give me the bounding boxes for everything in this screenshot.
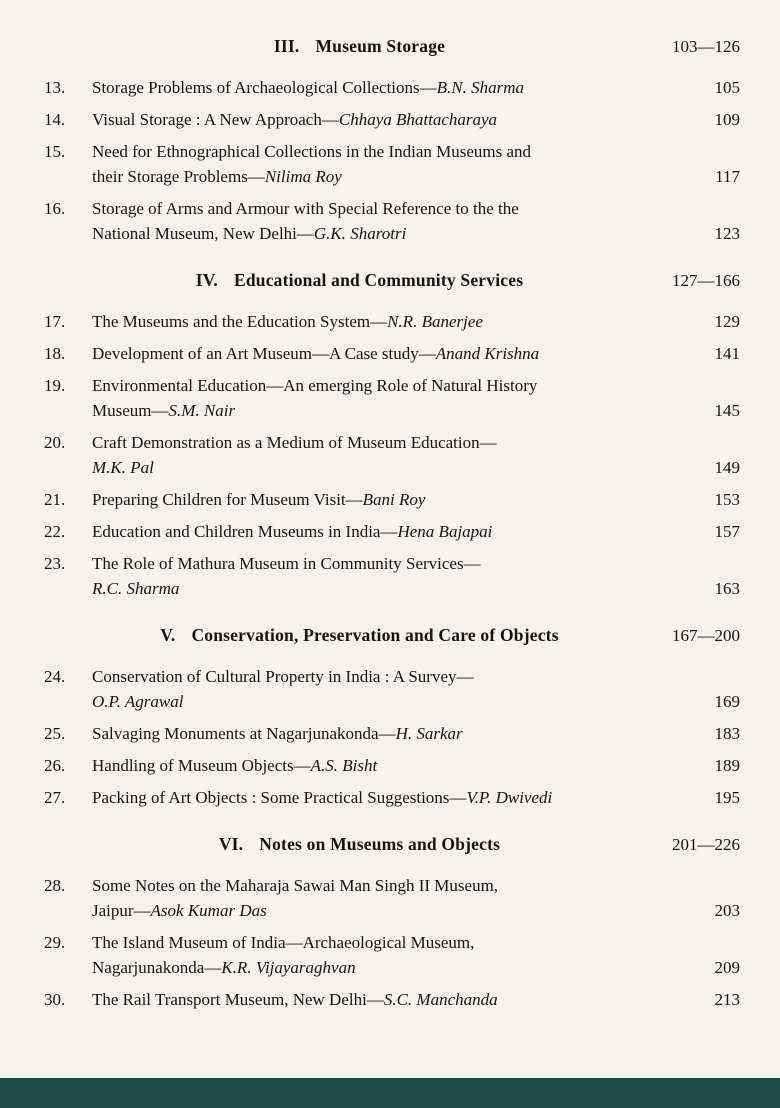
entry-number: 18. xyxy=(44,344,66,363)
entry-number: 24. xyxy=(44,667,66,686)
entry-title-line xyxy=(92,551,666,576)
entry-title-line xyxy=(92,75,666,100)
entry-title-line xyxy=(92,139,666,164)
entry-number: 13. xyxy=(44,78,66,97)
entry-title-line xyxy=(92,987,666,1012)
toc-entry xyxy=(44,341,740,366)
entry-text-segment: Development of an Art Museum—A Case study— xyxy=(92,344,436,363)
entry-title xyxy=(92,930,680,980)
entry-page-number: 145 xyxy=(714,401,740,420)
entry-text-segment: Storage of Arms and Armour with Special Reference to the the xyxy=(92,199,519,218)
section-heading xyxy=(44,270,740,291)
toc-entry xyxy=(44,930,740,980)
entry-page-number: 169 xyxy=(714,692,740,711)
entry-title xyxy=(92,487,680,512)
entry-title-line xyxy=(92,487,666,512)
entry-number: 26. xyxy=(44,756,66,775)
entry-title xyxy=(92,430,680,480)
toc-entry xyxy=(44,987,740,1012)
entry-author-segment: M.K. Pal xyxy=(92,458,154,477)
entry-page-number: 149 xyxy=(714,458,740,477)
entry-page-number: 213 xyxy=(714,990,740,1009)
entry-page-number: 203 xyxy=(714,901,740,920)
entry-number: 20. xyxy=(44,433,66,452)
entry-page-number: 117 xyxy=(715,167,740,186)
entry-author-segment: B.N. Sharma xyxy=(436,78,525,97)
entry-author-segment: S.M. Nair xyxy=(168,401,236,420)
entry-text-segment: Jaipur— xyxy=(92,901,151,920)
entry-author-segment: Anand Krishna xyxy=(435,344,540,363)
section-title-wrap xyxy=(74,834,645,855)
entry-title xyxy=(92,139,680,189)
section-number: VI. xyxy=(218,834,244,854)
toc-entry xyxy=(44,430,740,480)
entry-title-line xyxy=(92,309,666,334)
entry-page-number: 157 xyxy=(714,522,740,541)
entry-text-segment: The Museums and the Education System— xyxy=(92,312,388,331)
entry-text-segment: The Rail Transport Museum, New Delhi— xyxy=(92,990,384,1009)
toc-section xyxy=(44,36,740,246)
section-heading xyxy=(44,36,740,57)
toc-entry xyxy=(44,75,740,100)
entry-page-number: 109 xyxy=(714,110,740,129)
entry-author-segment: A.S. Bisht xyxy=(310,756,378,775)
toc-entry xyxy=(44,309,740,334)
section-title-wrap xyxy=(74,36,645,57)
section-page-range: 201—226 xyxy=(672,835,740,854)
toc-entry xyxy=(44,196,740,246)
entry-page-number: 209 xyxy=(714,958,740,977)
entry-title-line xyxy=(92,398,666,423)
entry-text-segment: Handling of Museum Objects— xyxy=(92,756,311,775)
entry-title-line xyxy=(92,164,666,189)
section-heading xyxy=(44,625,740,646)
entry-text-segment: National Museum, New Delhi— xyxy=(92,224,314,243)
table-of-contents xyxy=(44,36,740,1012)
section-number: V. xyxy=(160,625,176,645)
toc-section xyxy=(44,270,740,601)
section-title: Museum Storage xyxy=(315,36,446,56)
entry-text-segment: The Role of Mathura Museum in Community Services— xyxy=(92,554,481,573)
entry-title-line xyxy=(92,955,666,980)
entry-page-number: 129 xyxy=(714,312,740,331)
entry-text-segment: Some Notes on the Maharaja Sawai Man Singh II Museum, xyxy=(92,876,499,895)
entry-title xyxy=(92,373,680,423)
entry-text-segment: Environmental Education—An emerging Role of Natural History xyxy=(92,376,538,395)
section-page-range: 127—166 xyxy=(672,271,740,290)
section-heading xyxy=(44,834,740,855)
entry-number: 16. xyxy=(44,199,66,218)
entry-page-number: 183 xyxy=(714,724,740,743)
entry-title xyxy=(92,309,680,334)
entry-page-number: 105 xyxy=(714,78,740,97)
entry-author-segment: S.C. Manchanda xyxy=(383,990,498,1009)
entry-title-line xyxy=(92,721,666,746)
entry-text-segment: Nagarjunakonda— xyxy=(92,958,222,977)
entry-author-segment: Nilima Roy xyxy=(264,167,342,186)
entry-title-line xyxy=(92,455,666,480)
entry-title-line xyxy=(92,689,666,714)
entry-page-number: 141 xyxy=(714,344,740,363)
entry-title xyxy=(92,341,680,366)
entry-page-number: 195 xyxy=(714,788,740,807)
entry-text-segment: their Storage Problems— xyxy=(92,167,265,186)
entry-author-segment: O.P. Agrawal xyxy=(92,692,184,711)
entry-author-segment: Bani Roy xyxy=(362,490,426,509)
entry-title-line xyxy=(92,430,666,455)
entry-number: 19. xyxy=(44,376,66,395)
entry-number: 15. xyxy=(44,142,66,161)
entry-page-number: 163 xyxy=(714,579,740,598)
section-title: Educational and Community Services xyxy=(233,270,524,290)
entry-author-segment: Hena Bajapai xyxy=(397,522,493,541)
toc-entry xyxy=(44,107,740,132)
entry-text-segment: Storage Problems of Archaeological Collections— xyxy=(92,78,437,97)
entry-title xyxy=(92,987,680,1012)
entry-author-segment: V.P. Dwivedi xyxy=(466,788,553,807)
entry-number: 25. xyxy=(44,724,66,743)
entry-title xyxy=(92,107,680,132)
entry-text-segment: Preparing Children for Museum Visit— xyxy=(92,490,363,509)
entry-author-segment: Chhaya Bhattacharaya xyxy=(338,110,498,129)
entry-page-number: 153 xyxy=(714,490,740,509)
toc-entry xyxy=(44,753,740,778)
entry-number: 22. xyxy=(44,522,66,541)
toc-section xyxy=(44,625,740,810)
entry-number: 17. xyxy=(44,312,66,331)
entry-page-number: 123 xyxy=(714,224,740,243)
entry-title xyxy=(92,753,680,778)
section-title-wrap xyxy=(74,625,645,646)
entry-title xyxy=(92,75,680,100)
entry-title-line xyxy=(92,785,666,810)
toc-entry xyxy=(44,139,740,189)
toc-entry xyxy=(44,785,740,810)
section-title: Conservation, Preservation and Care of Objects xyxy=(191,625,559,645)
section-number: III. xyxy=(273,36,300,56)
section-page-range: 167—200 xyxy=(672,626,740,645)
entry-title-line xyxy=(92,373,666,398)
entry-number: 14. xyxy=(44,110,66,129)
entry-title xyxy=(92,196,680,246)
entry-title-line xyxy=(92,930,666,955)
entry-number: 21. xyxy=(44,490,66,509)
toc-entry xyxy=(44,373,740,423)
section-number: IV. xyxy=(195,270,218,290)
entry-author-segment: Asok Kumar Das xyxy=(150,901,267,920)
entry-title-line xyxy=(92,664,666,689)
entry-number: 23. xyxy=(44,554,66,573)
entry-title xyxy=(92,873,680,923)
entry-text-segment: Education and Children Museums in India— xyxy=(92,522,398,541)
toc-entry xyxy=(44,519,740,544)
section-title: Notes on Museums and Objects xyxy=(259,834,501,854)
section-page-range: 103—126 xyxy=(672,37,740,56)
entry-title-line xyxy=(92,576,666,601)
entry-title-line xyxy=(92,107,666,132)
entry-text-segment: Conservation of Cultural Property in India : A Survey— xyxy=(92,667,474,686)
entry-title xyxy=(92,664,680,714)
entry-title-line xyxy=(92,196,666,221)
entry-title-line xyxy=(92,873,666,898)
entry-number: 30. xyxy=(44,990,66,1009)
entry-title-line xyxy=(92,519,666,544)
entry-author-segment: H. Sarkar xyxy=(395,724,463,743)
entry-title xyxy=(92,721,680,746)
toc-entry xyxy=(44,721,740,746)
entry-text-segment: Visual Storage : A New Approach— xyxy=(92,110,339,129)
toc-entry xyxy=(44,487,740,512)
entry-number: 27. xyxy=(44,788,66,807)
entry-title-line xyxy=(92,221,666,246)
toc-entry xyxy=(44,664,740,714)
entry-page-number: 189 xyxy=(714,756,740,775)
entry-title-line xyxy=(92,341,666,366)
entry-author-segment: N.R. Banerjee xyxy=(387,312,483,331)
entry-author-segment: K.R. Vijayaraghvan xyxy=(221,958,356,977)
entry-text-segment: Packing of Art Objects : Some Practical Suggestions— xyxy=(92,788,467,807)
entry-title xyxy=(92,785,680,810)
toc-section xyxy=(44,834,740,1012)
entry-title xyxy=(92,519,680,544)
section-title-wrap xyxy=(74,270,645,291)
bottom-color-bar xyxy=(0,1078,780,1108)
entry-number: 29. xyxy=(44,933,66,952)
entry-number: 28. xyxy=(44,876,66,895)
entry-title xyxy=(92,551,680,601)
entry-author-segment: G.K. Sharotri xyxy=(313,224,407,243)
toc-entry xyxy=(44,551,740,601)
entry-title-line xyxy=(92,898,666,923)
entry-text-segment: Need for Ethnographical Collections in the Indian Museums and xyxy=(92,142,532,161)
entry-title-line xyxy=(92,753,666,778)
entry-author-segment: R.C. Sharma xyxy=(92,579,180,598)
toc-entry xyxy=(44,873,740,923)
entry-text-segment: Craft Demonstration as a Medium of Museum Education— xyxy=(92,433,497,452)
entry-text-segment: Museum— xyxy=(92,401,169,420)
entry-text-segment: The Island Museum of India—Archaeological Museum, xyxy=(92,933,475,952)
entry-text-segment: Salvaging Monuments at Nagarjunakonda— xyxy=(92,724,396,743)
